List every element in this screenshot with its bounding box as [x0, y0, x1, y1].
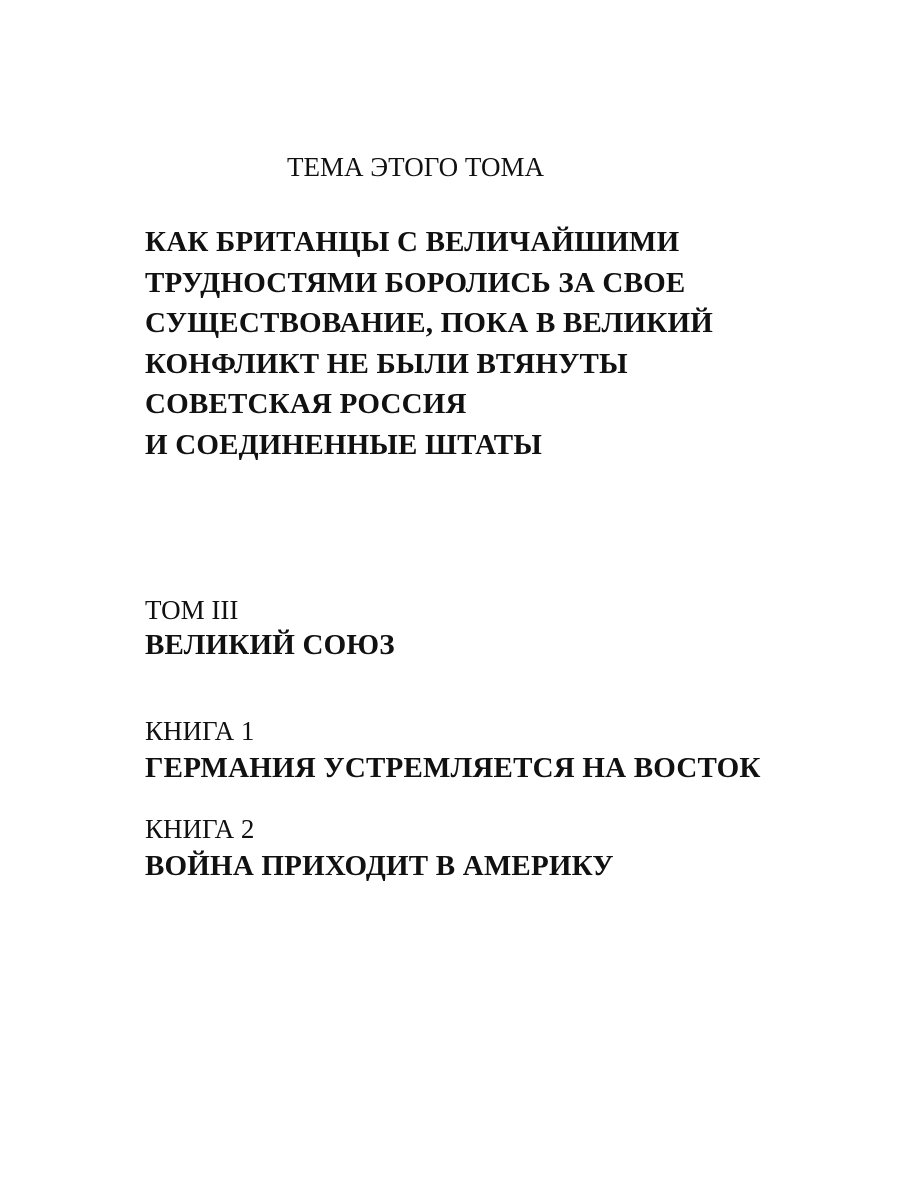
book-2-title: ВОЙНА ПРИХОДИТ В АМЕРИКУ — [145, 850, 614, 882]
theme-line: ТРУДНОСТЯМИ БОРОЛИСЬ ЗА СВОЕ — [145, 266, 686, 299]
theme-line: И СОЕДИНЕННЫЕ ШТАТЫ — [145, 428, 542, 461]
volume-theme-text — [145, 222, 713, 465]
book-1-label: КНИГА 1 — [145, 716, 255, 746]
volume-theme-heading: ТЕМА ЭТОГО ТОМА — [287, 152, 545, 182]
theme-line: КОНФЛИКТ НЕ БЫЛИ ВТЯНУТЫ — [145, 347, 628, 380]
volume-title: ВЕЛИКИЙ СОЮЗ — [145, 629, 395, 661]
theme-line: СОВЕТСКАЯ РОССИЯ — [145, 388, 467, 420]
theme-line: КАК БРИТАНЦЫ С ВЕЛИЧАЙШИМИ — [145, 226, 680, 258]
volume-label: ТОМ III — [145, 595, 239, 625]
book-1-title: ГЕРМАНИЯ УСТРЕМЛЯЕТСЯ НА ВОСТОК — [145, 752, 761, 784]
theme-line: СУЩЕСТВОВАНИЕ, ПОКА В ВЕЛИКИЙ — [145, 307, 713, 339]
book-2-label: КНИГА 2 — [145, 814, 255, 844]
